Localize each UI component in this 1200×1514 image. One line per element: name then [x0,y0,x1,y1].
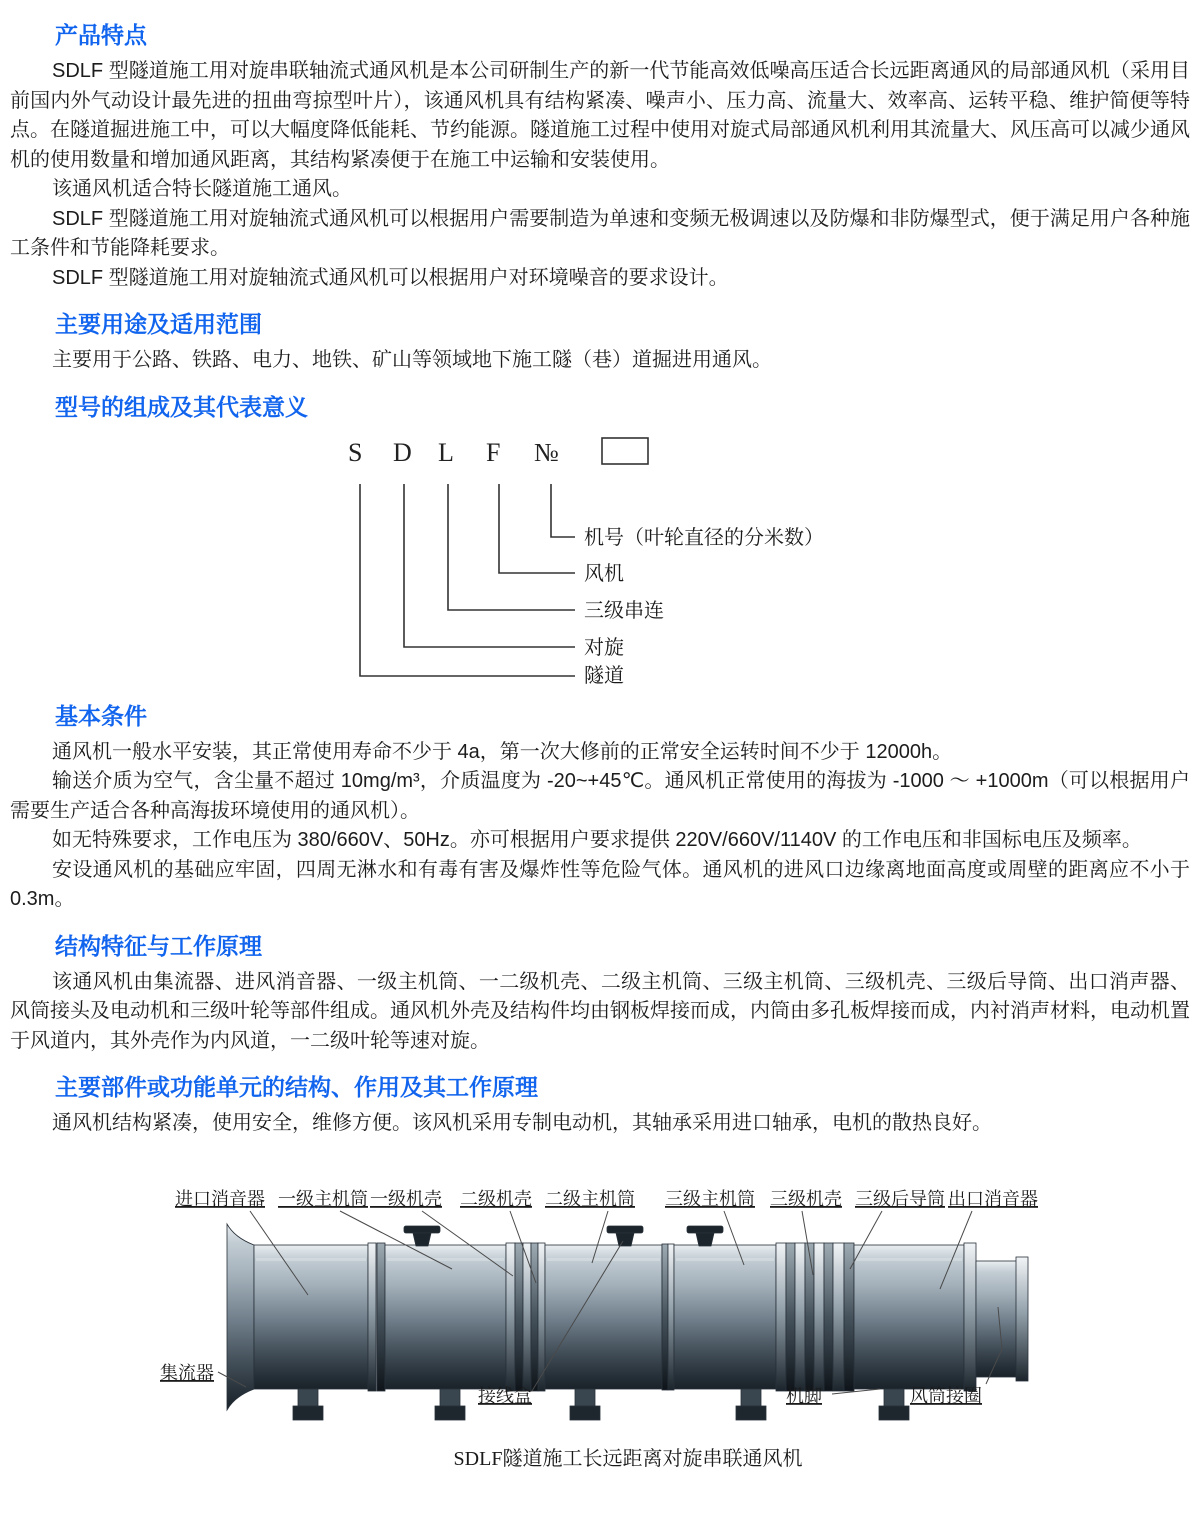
model-letter-d: D [393,437,412,467]
rear-guide-ring [833,1243,844,1391]
inlet-bell [227,1224,254,1410]
casing-ring [795,1243,805,1391]
fan-diagram [10,1173,1190,1479]
fan-illustration [227,1224,1028,1420]
stage3-main-barrel [674,1245,776,1389]
weld-seam [676,1258,774,1261]
junction-box-port-2 [607,1226,643,1246]
section-heading: 型号的组成及其代表意义 [55,393,308,420]
casing-ring [786,1243,795,1391]
connector-line-no [551,484,575,537]
paragraph: 主要用于公路、铁路、电力、地铁、矿山等领域地下施工隧（巷）道掘进用通风。 [52,349,772,371]
section-heading: 主要用途及适用范围 [55,311,262,337]
label-stage1-main-barrel: 一级主机筒 [278,1188,368,1209]
label-stage3-main-barrel: 三级主机筒 [665,1188,755,1209]
paragraph: 安设通风机的基础应牢固，四周无淋水和有毒有害及爆炸性等危险气体。通风机的进风口边缘离地面高度或周壁的距离应不小于 0.3m。 [10,858,1190,910]
paragraph: SDLF 型隧道施工用对旋串联轴流式通风机是本公司研制生产的新一代节能高效低噪高压适合长远距离通风的局部通风机（采用目前国内外气动设计最先进的扭曲弯掠型叶片），该通风机具有结构紧凑、噪声小、压力高、流量大、效率高、运转平稳、维护简便等特点。在隧道掘进施工中，可以大幅度降低能耗、节约能源。隧道施工过程中使用对旋式局部通风机利用其流量大、风压高可以减少通风机的使用数量和增加通风距离，其结构紧凑便于在施工中运输和安装使用。 [10,60,1190,171]
label-inlet-silencer: 进口消音器 [175,1188,265,1209]
label-stage2-casing: 二级机壳 [460,1188,532,1209]
label-outlet-silencer: 出口消音器 [948,1188,1038,1209]
seam-ring [662,1244,668,1390]
stage1-casing-ring [506,1243,515,1391]
model-letter-f: F [486,437,501,467]
paragraph: 通风机一般水平安装，其正常使用寿命不少于 4a，第一次大修前的正常安全运转时间不少于 12000h。 [52,740,953,763]
weld-seam [547,1258,660,1261]
model-letter-s: S [348,437,363,467]
casing-ring [515,1243,523,1391]
section-usage-scope [10,309,1190,376]
junction-box-port-3 [687,1226,723,1246]
paragraph: 如无特殊要求，工作电压为 380/660V、50Hz。亦可根据用户要求提供 220V/660V/1140V 的工作电压和非国标电压及频率。 [52,829,1142,851]
label-machine-foot: 机脚 [786,1385,822,1406]
mounting-foot [293,1389,323,1420]
inlet-silencer-body [254,1245,368,1389]
fan-diagram-figure [10,1173,1190,1484]
flange [368,1243,376,1391]
model-code-diagram [10,429,1190,685]
stage1-main-barrel [385,1245,506,1389]
fan-diagram-caption: SDLF隧道施工长远距离对旋串联通风机 [453,1447,803,1470]
stage2-casing-ring [531,1243,538,1391]
label-collector: 集流器 [160,1362,214,1383]
section-structure-principle [10,931,1190,1057]
model-letter-no: № [534,437,559,467]
casing-ring [814,1243,824,1391]
duct-connection-ring [1016,1257,1028,1381]
label-rear-guide-duct: 三级后导筒 [855,1188,945,1209]
meaning-fan: 风机 [584,562,624,585]
weld-seam [256,1258,366,1261]
model-number-box [602,438,648,464]
connector-line-f [499,484,575,573]
section-heading: 产品特点 [55,22,147,48]
junction-box-port-1 [404,1226,440,1246]
connector-line-l [448,484,575,610]
casing-ring [538,1243,545,1391]
paragraph: SDLF 型隧道施工用对旋轴流式通风机可以根据用户对环境噪音的要求设计。 [52,266,729,289]
section-heading: 主要部件或功能单元的结构、作用及其工作原理 [55,1074,538,1100]
section-heading: 基本条件 [55,702,147,729]
weld-seam [856,1258,962,1261]
section-model-designation [10,392,1190,685]
outlet-flange [964,1243,976,1391]
label-duct-connection-ring: 风筒接圈 [910,1385,982,1406]
paragraph: 该通风机由集流器、进风消音器、一级主机筒、一二级机壳、二级主机筒、三级主机筒、三级机壳、三级后导筒、出口消声器、风筒接头及电动机和三级叶轮等部件组成。通风机外壳及结构件均由钢板焊接而成，内筒由多孔板焊接而成，内衬消声材料，电动机置于风道内，其外壳作为内风道，一二级叶轮等速对旋。 [10,970,1190,1052]
mounting-foot [879,1389,909,1420]
paragraph: 该通风机适合特长隧道施工通风。 [52,178,352,200]
paragraph: 通风机结构紧凑，使用安全，维修方便。该风机采用专制电动机，其轴承采用进口轴承，电机的散热良好。 [52,1112,992,1134]
section-product-features [10,20,1190,293]
paragraph: 输送介质为空气，含尘量不超过 10mg/m³，介质温度为 -20~+45℃。通风机正常使用的海拔为 -1000 ～ +1000m（可以根据用户需要生产适合各种高海拔环境使用的通风机）。 [10,770,1190,822]
section-main-components [10,1072,1190,1139]
mounting-foot [435,1389,465,1420]
stage2-main-barrel [545,1245,662,1389]
casing-ring [824,1243,833,1391]
label-junction-box: 接线盒 [478,1385,532,1406]
meaning-three-stage-series: 三级串连 [584,599,664,622]
outlet-silencer-body [854,1245,964,1389]
label-stage2-main-barrel: 二级主机筒 [545,1188,635,1209]
meaning-tunnel: 隧道 [584,664,624,685]
connector-line-d [404,484,575,647]
flange [377,1243,385,1391]
seam-ring [668,1244,674,1390]
weld-seam [387,1258,504,1261]
paragraph: SDLF 型隧道施工用对旋轴流式通风机可以根据用户需要制造为单速和变频无极调速以及防爆和非防爆型式，便于满足用户各种施工条件和节能降耗要求。 [10,207,1190,259]
mounting-foot [570,1389,600,1420]
section-heading: 结构特征与工作原理 [55,932,262,959]
stage3-casing-ring [776,1243,786,1391]
fan-top-labels [175,1189,1038,1209]
meaning-contra-rotating: 对旋 [584,636,624,659]
meaning-fan-number: 机号（叶轮直径的分米数） [584,526,824,549]
label-stage3-casing: 三级机壳 [770,1188,842,1209]
mounting-foot [736,1389,766,1420]
model-letter-l: L [438,437,454,467]
section-basic-conditions [10,701,1190,915]
casing-ring [805,1243,814,1391]
label-stage1-casing: 一级机壳 [370,1188,442,1209]
